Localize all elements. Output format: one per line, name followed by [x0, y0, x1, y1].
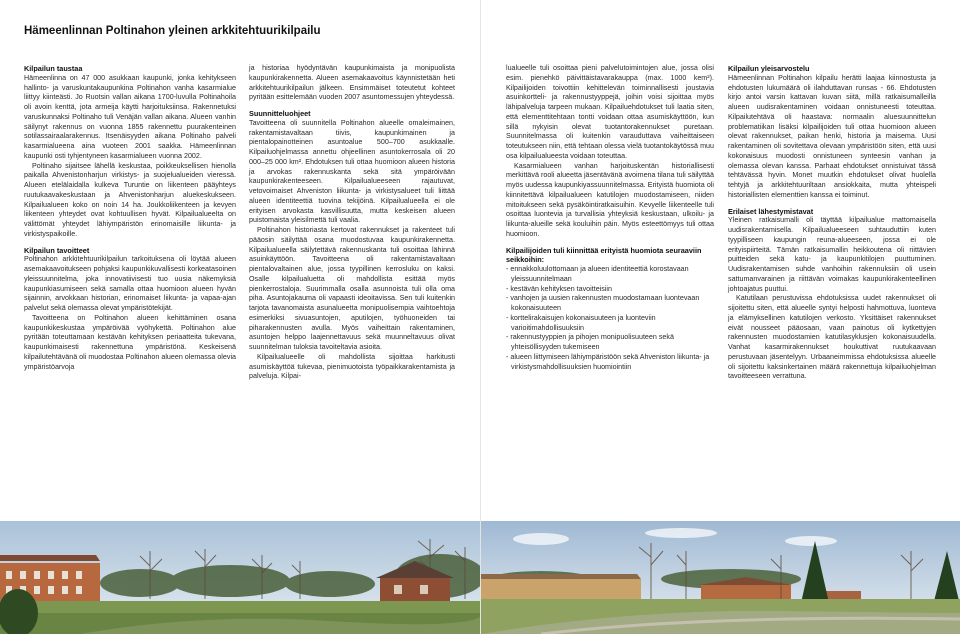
panorama-photo-left [0, 521, 480, 634]
list-item: - rakennustyyppien ja pihojen monipuolisuuteen sekä yhteisöllisyyden tukemiseen [506, 333, 674, 351]
paragraph: lualueelle tuli osoittaa pieni palvelutoimintojen alue, jossa olisi esim. pienehkö päivittäistavarakauppa (max. 1000 kem²). Kilpailijoiden toivottiin kehittelevän toiminnallisesti joustavia asuinkortteli- ja rakennustyyppejä, joihin voisi sijoittaa myös lähipalveluja tarpeen mukaan. Kilpailuehdotukset tuli laatia siten, että elementtitehtaan tontti voidaan ottaa asumiskäyttöön, kun sillä nykyisin olevat tuotantorakennukset puretaan. Suunnitelmassa oli kuitenkin varauduttava vaiheittaiseen toteutukseen niin, että tehtaan olessa vielä tuotantokäytössä muu osa kilpailualueesta voidaan toteuttaa. [506, 64, 714, 160]
paragraph: Hämeenlinnan Poltinahon kilpailu herätti laajaa kiinnostusta ja ehdotusten lukumäärä oli ilahduttavan runsas - 66. Ehdotusten kirjo antoi varsin kattavan kuvan siitä, millä ratkaisumalleilla alueen uudisrakentaminen voidaan onnistuneesti toteuttaa. Kilpailutehtävä oli haastava: normaalin aluesuunnittelun problematiikan lisäksi kilpailijoiden tuli ottaa huomioon alueen olevat rakennukset, paikan henki, historia ja maisema. Uusi rakentaminen oli sovitettava olevaan ympäristöön siten, että uusi kokonaisuus muodosti onnistuneen synteesin vanhan ja olemassa olevan kanssa. Parhaat ehdotukset onnistuivat tässä tehtävässä hyvin. Monet muutkin ehdotukset olivat huolella tehtyjä ja arkkitehtuuriltaan ansiokkaita, mutta yhteispeli historiallisten elementtien kanssa ei toiminut. [728, 73, 936, 199]
section-heading-background: Kilpailun taustaa [24, 64, 83, 73]
column-4 [728, 64, 936, 382]
paragraph: Hämeenlinna on 47 000 asukkaan kaupunki, jonka kehitykseen hallinto- ja varuskuntakaupunkina Poltinahon vanha kasarmialue liittyy kiinteästi. Jo Ruotsin vallan aikana 1700-luvulla Poltinahoila oli avoin kenttä, jota armeija käytti harjoituksiinsa. Rakennetuksi varuskunnaksi Poltinaho tuli Venäjän vallan aikana. Alueen vanhin säilynyt rakennus on vuonna 1855 rakennettu puurakenteinen sotilassairaalarakennus. Itsenäisyyden aikana Poltinaho palveli kasarmialueena aina vuoteen 2001 saakka. Hämeenlinnan kaupunki osti tyhjentyneen kasarmialueen vuonna 2002. [24, 73, 236, 160]
paragraph: Tavoitteena oli suunnitella Poltinahon alueelle omaleimainen, rakentamistavaltaan tiivis, kaupunkimainen ja pientalopainotteinen asuntoalue 500–700 asukkaalle. Kilpailuohjelmassa annettu ohjeellinen asuntokerrosala oli 20 000–25 000 km². Ehdotuksen tuli ottaa huomioon alueen historia ja arvokas rakennuskanta sekä sitä ympäröivään kaupunkirakenteeseen. Kilpailualueeseen rajautuvat, vetovoimaiset Ahveniston liikunta- ja virkistysalueet tuli liittää alueen identiteettiä tuovina tekijöinä. Kilpailualueella ei ole erityisen arvokasta kasvillisuutta, mutta keskeisen alueen puistomaista yleisilmettä tuli vaalia. [249, 118, 455, 225]
list-item: - ennakkoluulottomaan ja alueen identiteettiä korostavaan yleissuunnitelmaan [506, 265, 689, 283]
section-heading-guidelines: Suunnitteluohjeet [249, 109, 311, 118]
page-title: Hämeenlinnan Poltinahon yleinen arkkitehtuurikilpailu [24, 25, 321, 37]
section-heading-focus-points: Kilpailijoiden tuli kiinnittää erityistä huomiota seuraaviin seikkoihin: [506, 245, 702, 265]
paragraph: Poltinaho sijaitsee lähellä keskustaa, poikkeuksellisen hienolla paikalla Ahvenistonharjun virkistys- ja suojelualueiden vieressä. Alueen etelälaidalla kulkeva Turuntie on liikenteen pääyhteys ruutukaavakeskustaan ja Ahvenistonharjun aluekeskukseen. Kilpailualueen koko on noin 14 ha. Joukkoliikenteen ja kevyen liikenteen yhteydet ovat kohtuullisen hyvät. Kilpailualueelta on välittömät yhteydet lähiympäristön erinomaisille liikunta- ja virkistyspaikoille. [24, 161, 236, 238]
panorama-photo-right [481, 521, 960, 634]
paragraph: Kasarmialueen vanhan harjoituskentän historiallisesti merkittävä rooli alueetta jäsentävänä avoimena tilana tuli säilyttää myös uudessa kaupunkiyassuunnitelmassa. Erityistä huomiota oli kiinnitettävä kilpailualueen katutilojen muodostamiseen, niiden mitoitukseen sekä pysäköintiratkaisuihin. Kevyelle liikenteelle tuli osoittaa luontevia ja turvallisia yhteyksiä keskustaan, ulkoilu- ja liikunta-alueille sekä kouluihin päin. Myös esteettömyys tuli ottaa huomioon. [506, 161, 714, 238]
section-heading-approaches: Erilaiset lähestymistavat [728, 206, 814, 216]
paragraph: Yleinen ratkaisumalli oli täyttää kilpailualue mattomaisella uudisrakentamisella. Kilpailualueeseen suhtauduttiin kuten tyypilliseen kaupungin reuna-alueeseen, jossa ei ole erityispiirteitä. Tämän ratkaisumallin heikkoutena oli riittävien puitteiden sekä katu- ja kaupunkitilojen puuttuminen. Uudisrakentamisen suhde vanhoihin rakennuksiin oli usein sattumanvarainen ja riittävän voimakas kaupunkirakenteellinen johtoajatus puuttui. [728, 216, 936, 293]
section-heading-general-evaluation: Kilpailun yleisarvostelu [728, 64, 810, 73]
paragraph: ja historiaa hyödyntävän kaupunkimaista ja monipuolista kaupunkirakennetta. Alueen asemakaavoitus käynnistetään heti arkkitehtuurikilpailun jälkeen. Ensimmäiset toteutetut kohteet pyritään esittelemään vuoden 2007 asuntomessujen yhteydessä. [249, 64, 455, 102]
column-1 [24, 64, 236, 372]
paragraph: Kilpailualueelle oli mahdollista sijoittaa harkitusti asumiskäyttöä tukevaa, pienimuotoista työpaikkarakentamista ja palveluja. Kilpai- [249, 352, 455, 381]
column-2 [249, 64, 455, 382]
list-item: - korttelirakaisujen kokonaisuuteen ja luonteviin varioitimahdollisuuksiin [506, 313, 656, 332]
paragraph: Tavoitteena on Poltinahon alueen kehittäminen osana kaupunkikeskustaa ympäröivää vyöhykettä. Poltinahon alue pyritään toteuttamaan kestävän kehityksen periaatteita tukevana, kaupunkimaisesti rakennettuna ympäristönä. Keskeisenä kilpailutehtävänä oli muodostaa Poltinahon alueen olemassa olevia ympäristöarvoja [24, 313, 236, 371]
paragraph: Katutilaan perustuvissa ehdotuksissa uudet rakennukset oli sijoitettu siten, että alueelle syntyi helposti hahmottuva, luonteva ja elämyksellinen katutilojen verkosto. Yksittäiset rakennukset eivät nousseet pääosaan, vaan painotus oli kytkettyjen rakennusten muodostamien katutilasyklusjen kokonaisuudella. Vanhat kasarmirakennukset houkuttivat ruutukaavaan perustuvaan jäsentelyyn. Urbaaneimmissa ehdotuksissa alueelle oli sijoitettu kaksinkertainen määrä rakennettuja kilpailuohjelman tavoitteeseen verrattuna. [728, 294, 936, 381]
paragraph: Poltinahon historiasta kertovat rakennukset ja rakenteet tuli pääosin säilyttää osana muodostuvaa kaupunkirakennetta. Kilpailualueella säilytettävä rakennuskanta tuli osoittaa lähinnä asuinkäyttöön. Tavoitteena oli rakentamistavaltaan pientalovaltainen alue, jossa tyypillinen kerrosluku on kaksi. Osalle kilpailualuetta oli mahdollista esittää myös pienkerrostaloja. Suurimmalla osalla asunnoista tuli olla oma piha. Asuntojakauma oli vapaasti ideoitavissa. Sen tuli kuitenkin tarjota tavanomaista asunalueetta monipuolisempia vaihtoehtoja esimerkiksi sivuasuntojen, aputilojen, työhuoneiden tai piharakennusten avulla. Myös vaiheittain rakentaminen, asuntojen helppo laajennettavuus sekä muunneltavuus olivat suunnitelman tuloksia tavoiteltavia asioita. [249, 226, 455, 351]
focus-points-list [506, 265, 714, 372]
paragraph: Poltinahon arkkitehtuurikilpailun tarkoituksena oli löytää alueen asemakaavoitukseen pohjaksi kaupunkikuvallisesti korkeatasoinen yleissuunnitelma, joka innovatiivisesti tuo uusia näkemyksiä kaupunkiasumiseen sekä samalla ottaa huomioon alueen hyvän sijainnin, arvokkaan historian, erinomaiset liikunta- ja vapaa-ajan palvelut sekä olemassa olevat ympäristötekijät. [24, 255, 236, 312]
section-heading-goals: Kilpailun tavoitteet [24, 245, 90, 255]
list-item: - kestävän kehityksen tavoitteisiin [506, 284, 612, 293]
list-item: - alueen liittymiseen lähiympäristöön sekä Ahveniston liikunta- ja virkistysmahdollisuuksien huomiointiin [506, 352, 710, 371]
column-3 [506, 64, 714, 372]
list-item: - vanhojen ja uusien rakennusten muodostamaan luontevaan kokonaisuuteen [506, 294, 700, 312]
